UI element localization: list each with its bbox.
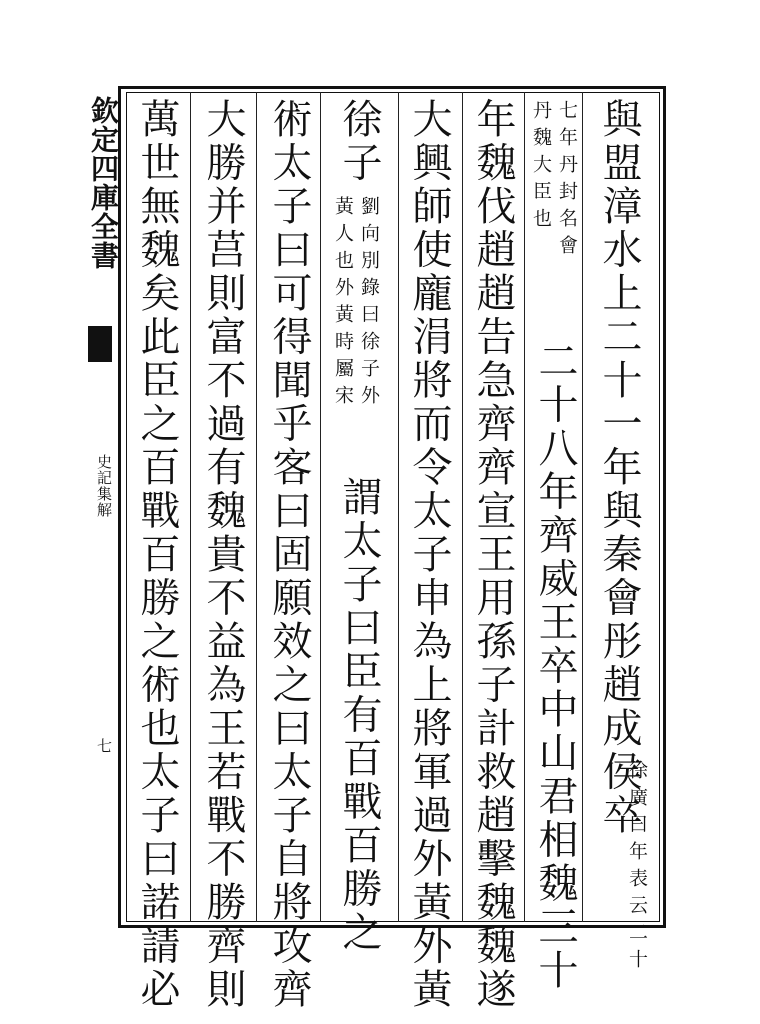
column-rule [398,92,399,922]
text-column-4: 大興師使龐涓將而令太子申為上將軍過外黃外黃 [406,98,452,1012]
text-column-6: 術太子曰可得聞乎客曰固願效之曰太子自將攻齊 [266,98,312,1012]
column-rule [462,92,463,922]
annotation-right: 七年丹封名會 [556,100,578,262]
text-column-8: 萬世無魏矣此臣之百戰百勝之術也太子曰諾請必 [134,98,180,1012]
page-number: 七 [95,738,113,754]
column-rule [582,92,583,922]
book-title: 史記集解 [95,454,113,518]
column-rule [524,92,525,922]
text-column-3: 年魏伐趙趙告急齊齊宣王用孫子計救趙擊魏魏遂 [470,98,516,1012]
book-series-title: 欽定四庫全書 [87,96,120,270]
annotation-left: 黃人也外黃時屬宋 [332,196,354,412]
text-column-5-head: 徐子 [336,98,382,185]
column-rule [190,92,191,922]
text-column-7: 大勝并莒則富不過有魏貴不益為王若戰不勝齊則 [200,98,246,1012]
fishtail-block [88,326,112,362]
annotation-column-1: 徐廣曰年表云二十 [626,760,648,976]
text-column-1: 與盟漳水上二十一年與秦會彤趙成侯卒 [596,98,642,838]
column-rule [256,92,257,922]
annotation-right: 劉向別錄曰徐子外 [358,196,380,412]
annotation-left: 丹魏大臣也 [530,100,552,235]
column-rule [320,92,321,922]
text-column-5: 謂太子曰臣有百戰百勝之 [336,476,382,955]
text-column-2: 二十八年齊威王卒中山君相魏三十 [532,340,578,993]
